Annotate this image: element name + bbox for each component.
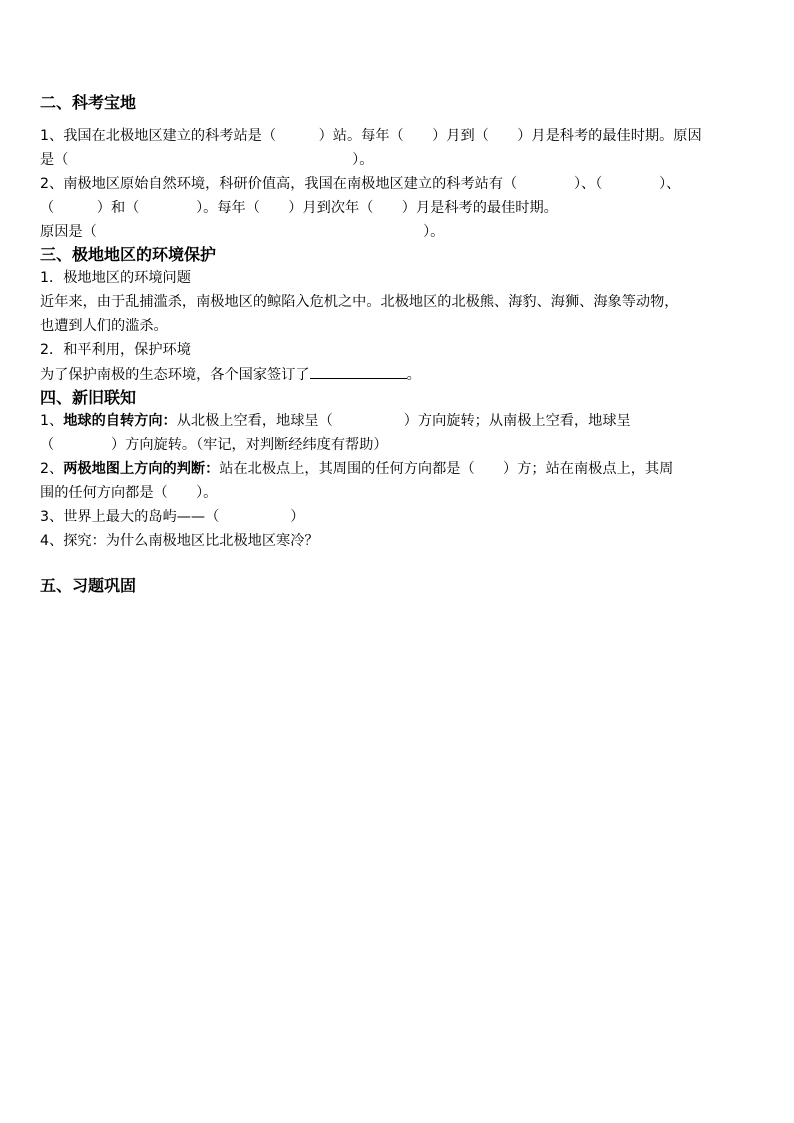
subsection-1-title: 1．极地地区的环境问题 [40, 270, 191, 286]
question-number: 2、 [40, 461, 64, 477]
question-text: 站在北极点上，其周围的任何方向都是（ ）方；站在南极点上，其周 [219, 461, 674, 477]
question-2-line-2: 围的任何方向都是（ ）。 [40, 485, 218, 501]
question-text: 从北极上空看，地球呈（ ）方向旋转；从南极上空看，地球呈 [176, 413, 631, 429]
subsection-2-text [40, 362, 754, 387]
question-4: 4、探究：为什么南极地区比北极地区寒冷？ [40, 533, 319, 549]
question-1-line-1 [40, 409, 754, 433]
question-topic: 两极地图上方向的判断： [63, 461, 220, 477]
question-1-line-2: （ ）方向旋转。（牢记，对判断经纬度有帮助） [40, 437, 388, 453]
subsection-2-title: 2．和平利用，保护环境 [40, 342, 191, 358]
question-topic: 地球的自转方向： [63, 413, 177, 429]
subsection-1-text-line-2: 也遭到人们的滥杀。 [40, 318, 168, 334]
section-heading: 四、新旧联知 [40, 388, 137, 407]
question-2-line-2: （ ）和（ ）。每年（ ）月到次年（ ）月是科考的最佳时期。 [40, 200, 558, 216]
worksheet-page [40, 92, 754, 597]
question-1-line-2: 是（ ）。 [40, 152, 374, 168]
treaty-text-before: 为了保护南极的生态环境，各个国家签订了 [40, 367, 310, 383]
section-heading: 二、科考宝地 [40, 93, 137, 112]
section-science-base [40, 92, 754, 244]
question-number: 1、 [40, 413, 64, 429]
question-2-line-1: 2、南极地区原始自然环境，科研价值高，我国在南极地区建立的科考站有（ ）、（ ）、 [40, 176, 681, 192]
subsection-1-text-line-1: 近年来，由于乱捕滥杀，南极地区的鲸陷入危机之中。北极地区的北极熊、海豹、海狮、海象等动物， [40, 294, 679, 310]
section-environment-protection [40, 244, 754, 387]
spacer [40, 114, 754, 124]
treaty-blank [310, 362, 407, 379]
question-2-line-3: 原因是（ ）。 [40, 224, 445, 240]
section-exercises [40, 575, 754, 597]
treaty-text-after: 。 [406, 367, 421, 383]
section-heading: 五、习题巩固 [40, 576, 137, 595]
question-2-line-1 [40, 457, 754, 481]
question-3: 3、世界上最大的岛屿——（ ） [40, 509, 305, 525]
question-1-line-1: 1、我国在北极地区建立的科考站是（ ）站。每年（ ）月到（ ）月是科考的最佳时期。原因 [40, 128, 702, 144]
section-heading: 三、极地地区的环境保护 [40, 245, 217, 264]
section-old-new-knowledge [40, 387, 754, 553]
